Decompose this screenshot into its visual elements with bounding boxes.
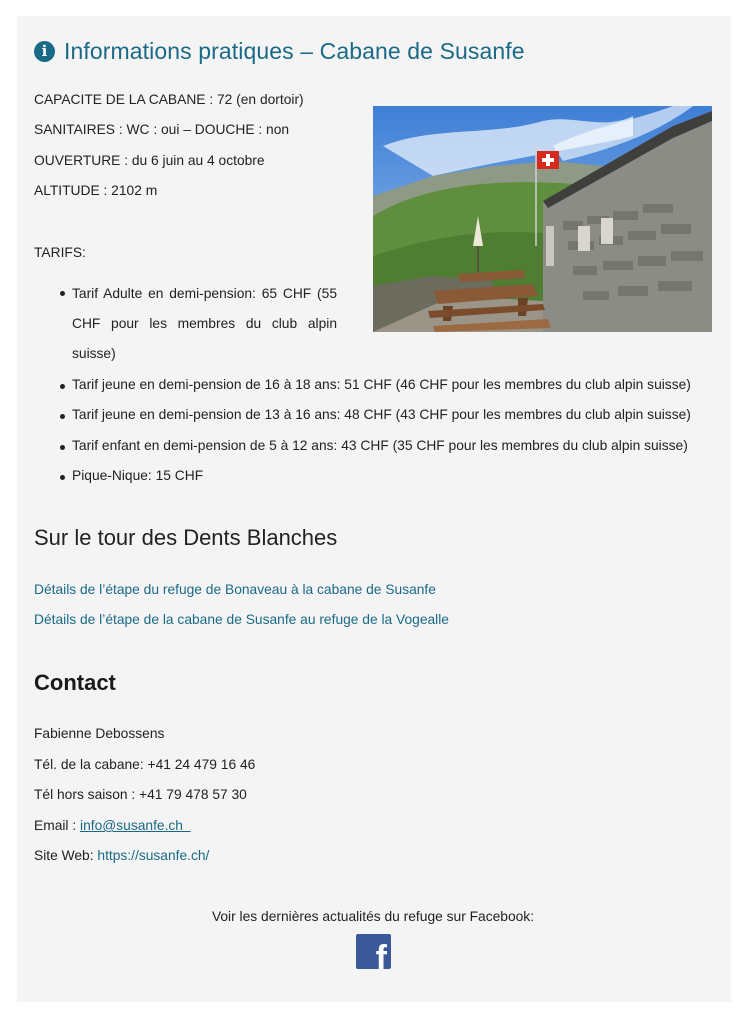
website-link[interactable]: https://susanfe.ch/ bbox=[97, 848, 210, 863]
list-item bbox=[72, 279, 337, 369]
opening-text: OUVERTURE : du 6 juin au 4 octobre bbox=[34, 153, 265, 168]
contact-name: Fabienne Debossens bbox=[34, 726, 165, 741]
tarif-picnic-text: Pique-Nique: 15 CHF bbox=[72, 468, 204, 483]
email-label: Email : bbox=[34, 818, 80, 833]
cabin-phone: Tél. de la cabane: +41 24 479 16 46 bbox=[34, 757, 256, 772]
stage-link-bonaveau[interactable]: Détails de l’étape du refuge de Bonaveau à la cabane de Susanfe bbox=[34, 582, 436, 597]
altitude-text: ALTITUDE : 2102 m bbox=[34, 183, 158, 198]
tour-heading: Sur le tour des Dents Blanches bbox=[34, 525, 338, 550]
tarif-adult-text: Tarif Adulte en demi-pension: 65 CHF (55 CHF pour les membres du club alpin suisse) bbox=[72, 286, 337, 361]
stage-link-vogealle[interactable]: Détails de l’étape de la cabane de Susanfe au refuge de la Vogealle bbox=[34, 612, 449, 627]
bullet-dot bbox=[60, 384, 65, 389]
offseason-phone: Tél hors saison : +41 79 478 57 30 bbox=[34, 787, 247, 802]
website-row bbox=[34, 848, 209, 863]
facebook-glyph: f bbox=[375, 939, 387, 969]
bullet-dot bbox=[60, 475, 65, 480]
bullet-dot bbox=[60, 414, 65, 419]
section-header bbox=[34, 38, 525, 65]
sanitary-text: SANITAIRES : WC : oui – DOUCHE : non bbox=[34, 122, 290, 137]
tarif-youth-16-text: Tarif jeune en demi-pension de 16 à 18 ans: 51 CHF (46 CHF pour les membres du club alpin suisse) bbox=[72, 377, 691, 392]
page-title: Informations pratiques – Cabane de Susanfe bbox=[64, 38, 525, 64]
bullet-dot bbox=[60, 291, 65, 296]
list-item bbox=[72, 438, 688, 453]
email-link-underline bbox=[183, 818, 191, 833]
cabin-photo bbox=[373, 106, 712, 332]
website-label: Site Web: bbox=[34, 848, 98, 863]
tarif-youth-13-text: Tarif jeune en demi-pension de 13 à 16 ans: 48 CHF (43 CHF pour les membres du club alpin suisse) bbox=[72, 407, 691, 422]
tarif-child-text: Tarif enfant en demi-pension de 5 à 12 ans: 43 CHF (35 CHF pour les membres du club alpin suisse) bbox=[72, 438, 688, 453]
capacity-text: CAPACITE DE LA CABANE : 72 (en dortoir) bbox=[34, 92, 304, 107]
info-icon: i bbox=[34, 41, 55, 62]
email-row bbox=[34, 818, 191, 833]
email-link[interactable]: info@susanfe.ch bbox=[80, 818, 183, 833]
list-item bbox=[72, 468, 203, 483]
list-item bbox=[72, 407, 691, 422]
contact-heading: Contact bbox=[34, 670, 116, 695]
bullet-dot bbox=[60, 445, 65, 450]
tarifs-heading: TARIFS: bbox=[34, 245, 86, 260]
facebook-icon[interactable] bbox=[356, 934, 391, 969]
list-item bbox=[72, 377, 691, 392]
facebook-prompt: Voir les dernières actualités du refuge sur Facebook: bbox=[211, 909, 535, 924]
